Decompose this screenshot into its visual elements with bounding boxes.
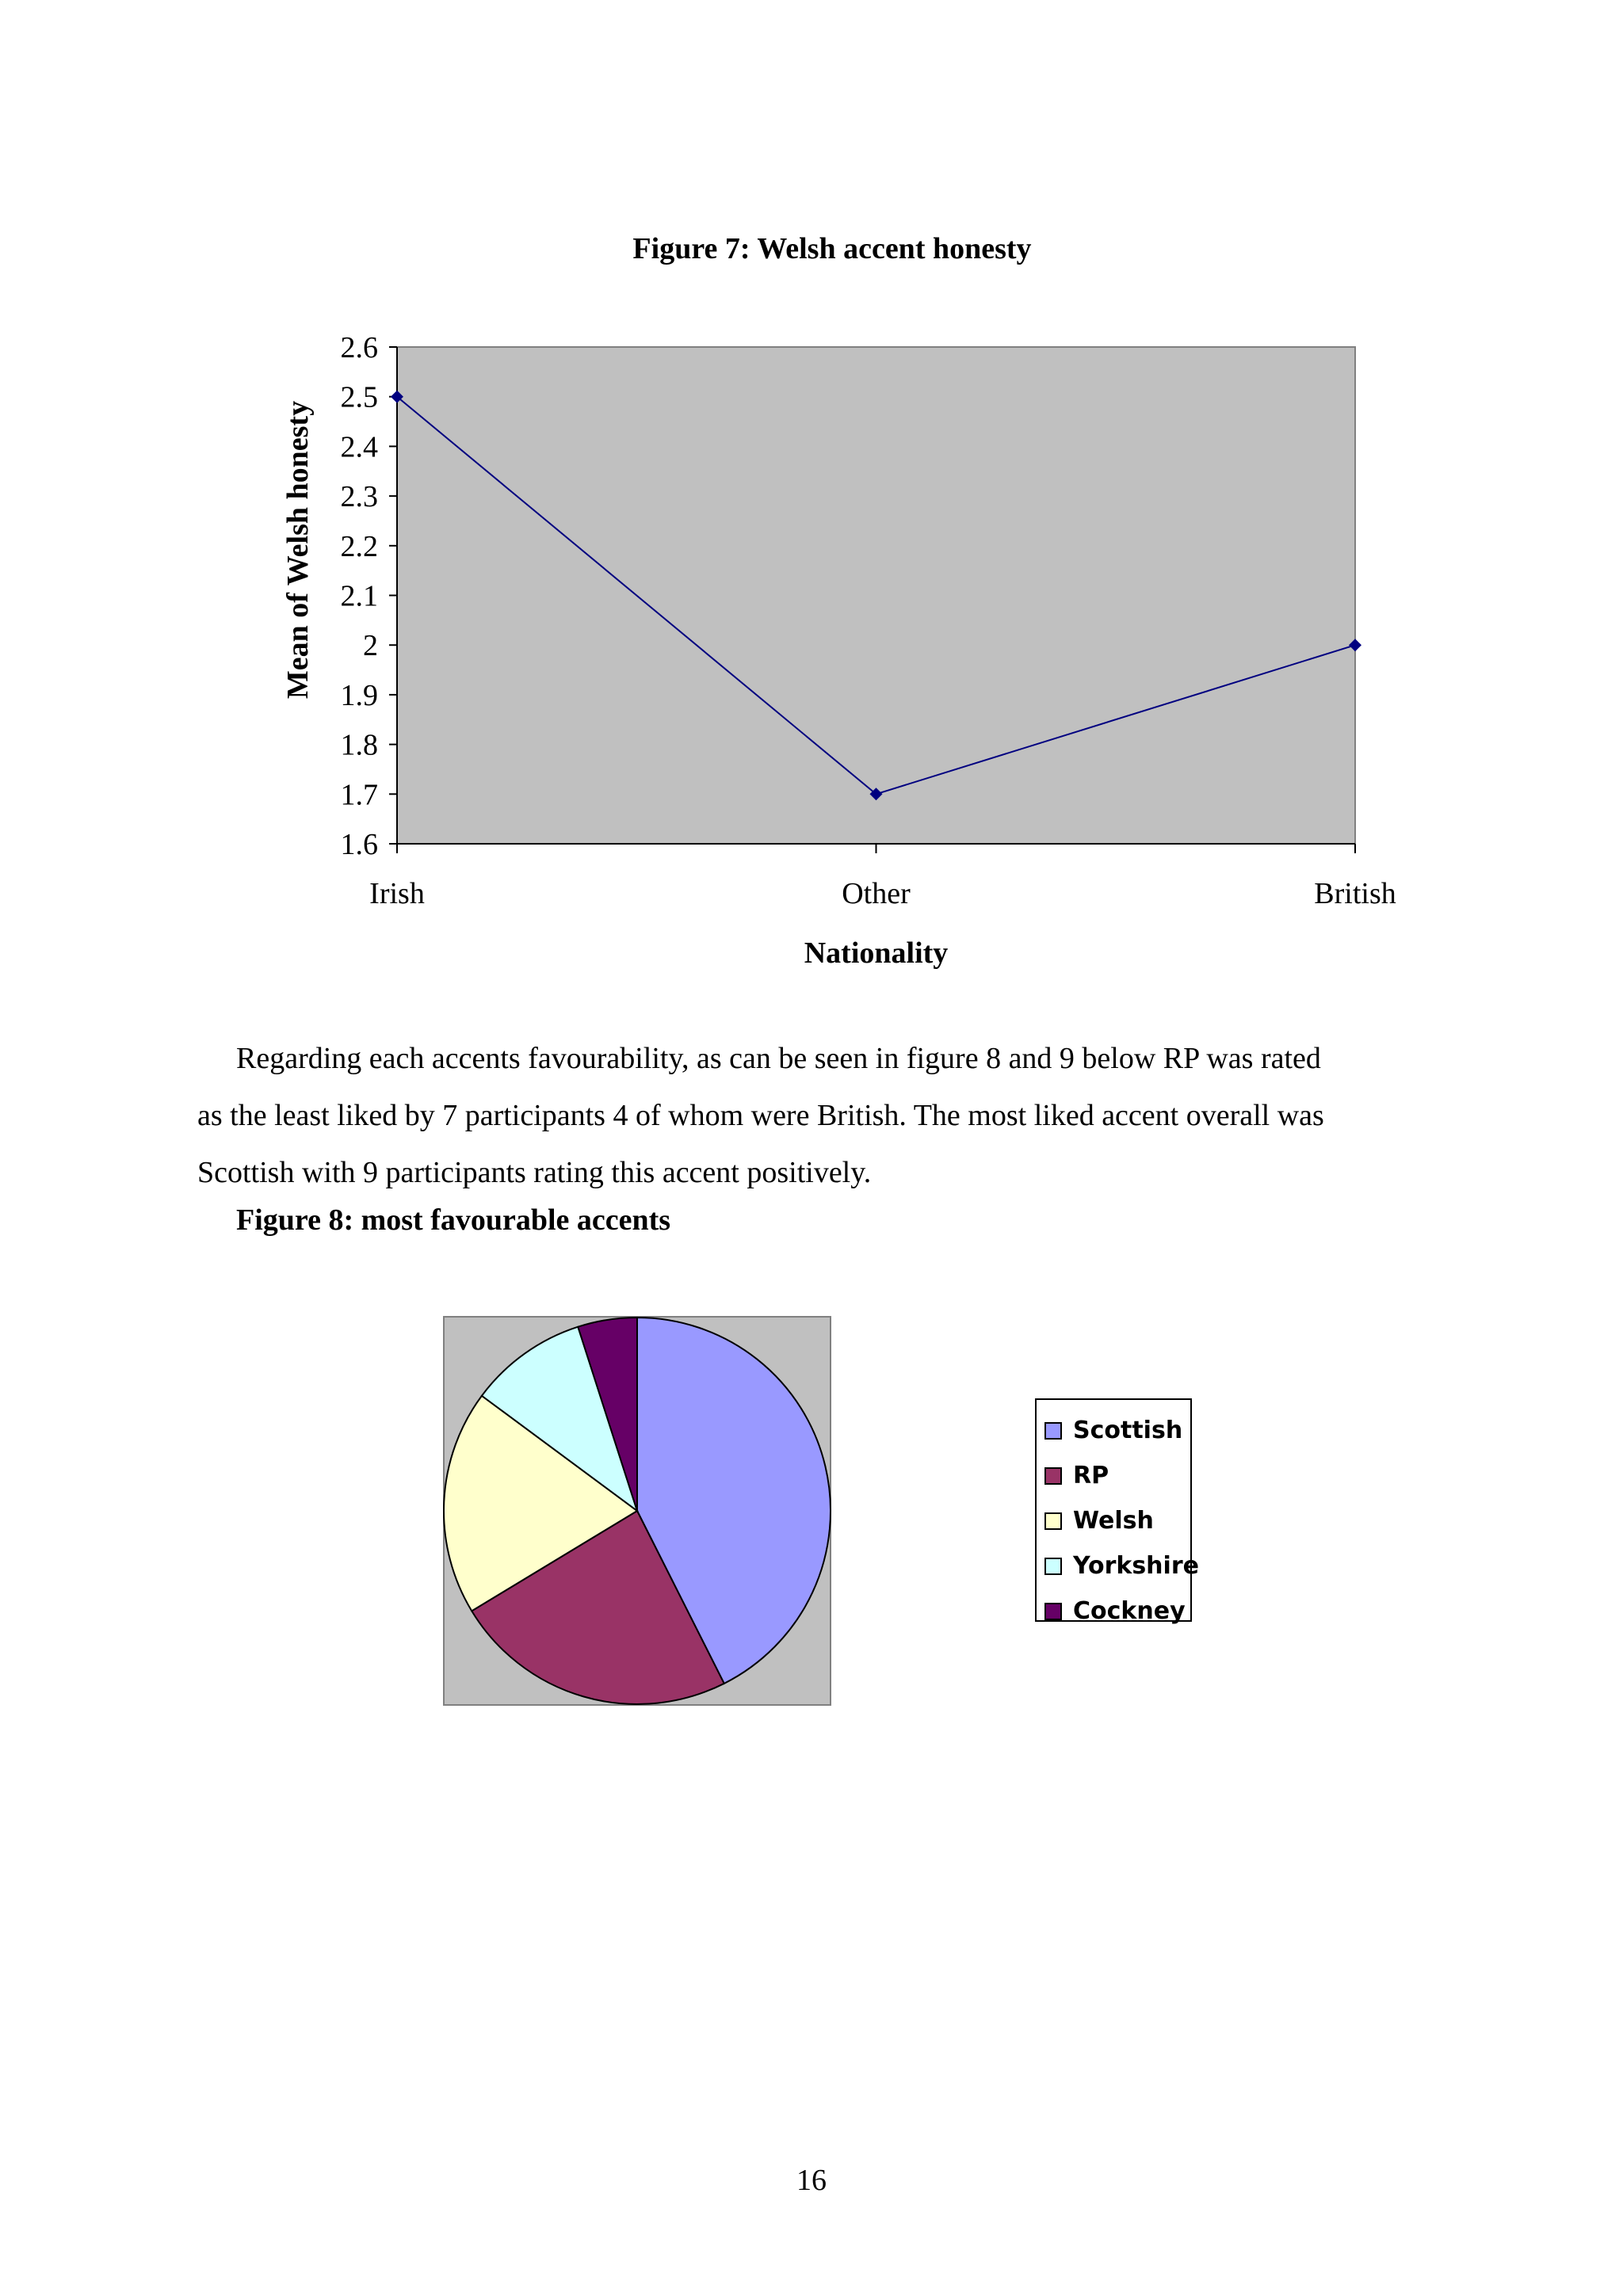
x-tick-label: British (1314, 877, 1396, 910)
y-tick-label: 2 (363, 629, 378, 663)
pie-legend (1035, 1398, 1199, 1625)
y-tick-label: 2.5 (340, 380, 378, 414)
legend-label-rp: RP (1073, 1462, 1109, 1489)
x-tick-label: Other (842, 877, 911, 910)
y-tick-label: 2.3 (340, 480, 378, 514)
y-tick-label: 1.7 (340, 778, 378, 812)
x-axis-title: Nationality (804, 936, 949, 970)
y-tick-label: 2.6 (340, 331, 378, 364)
legend-swatch-welsh (1044, 1512, 1062, 1530)
y-tick-label: 2.2 (340, 529, 378, 563)
paragraph-line-3: Scottish with 9 participants rating this accent positively. (197, 1156, 872, 1189)
y-axis-title: Mean of Welsh honesty (281, 400, 315, 700)
legend-item-cockney (1037, 1589, 1190, 1634)
y-tick-label: 1.9 (340, 678, 378, 712)
legend-item-yorkshire (1037, 1543, 1199, 1589)
legend-label-yorkshire: Yorkshire (1073, 1552, 1199, 1580)
legend-swatch-cockney (1044, 1603, 1062, 1620)
paragraph-line-1: Regarding each accents favourability, as can be seen in figure 8 and 9 below RP was rated (236, 1042, 1321, 1075)
legend-item-rp (1037, 1453, 1190, 1498)
legend-swatch-scottish (1044, 1422, 1062, 1440)
legend-label-cockney: Cockney (1073, 1597, 1186, 1625)
y-tick-label: 1.6 (340, 828, 378, 861)
page-number: 16 (796, 2164, 827, 2197)
paragraph-line-2: as the least liked by 7 participants 4 of whom were British. The most liked accent overall was (197, 1099, 1324, 1132)
y-tick-label: 2.1 (340, 579, 378, 613)
legend-label-scottish: Scottish (1073, 1417, 1183, 1444)
legend-swatch-yorkshire (1044, 1558, 1062, 1575)
legend-item-welsh (1037, 1498, 1190, 1543)
x-tick-label: Irish (369, 877, 425, 910)
figure-7-title: Figure 7: Welsh accent honesty (632, 232, 1032, 265)
figure-8-title: Figure 8: most favourable accents (236, 1203, 671, 1237)
y-tick-label: 1.8 (340, 728, 378, 762)
legend-item-scottish (1037, 1408, 1190, 1453)
legend-swatch-rp (1044, 1467, 1062, 1485)
y-tick-label: 2.4 (340, 430, 378, 464)
legend-label-welsh: Welsh (1073, 1507, 1154, 1535)
